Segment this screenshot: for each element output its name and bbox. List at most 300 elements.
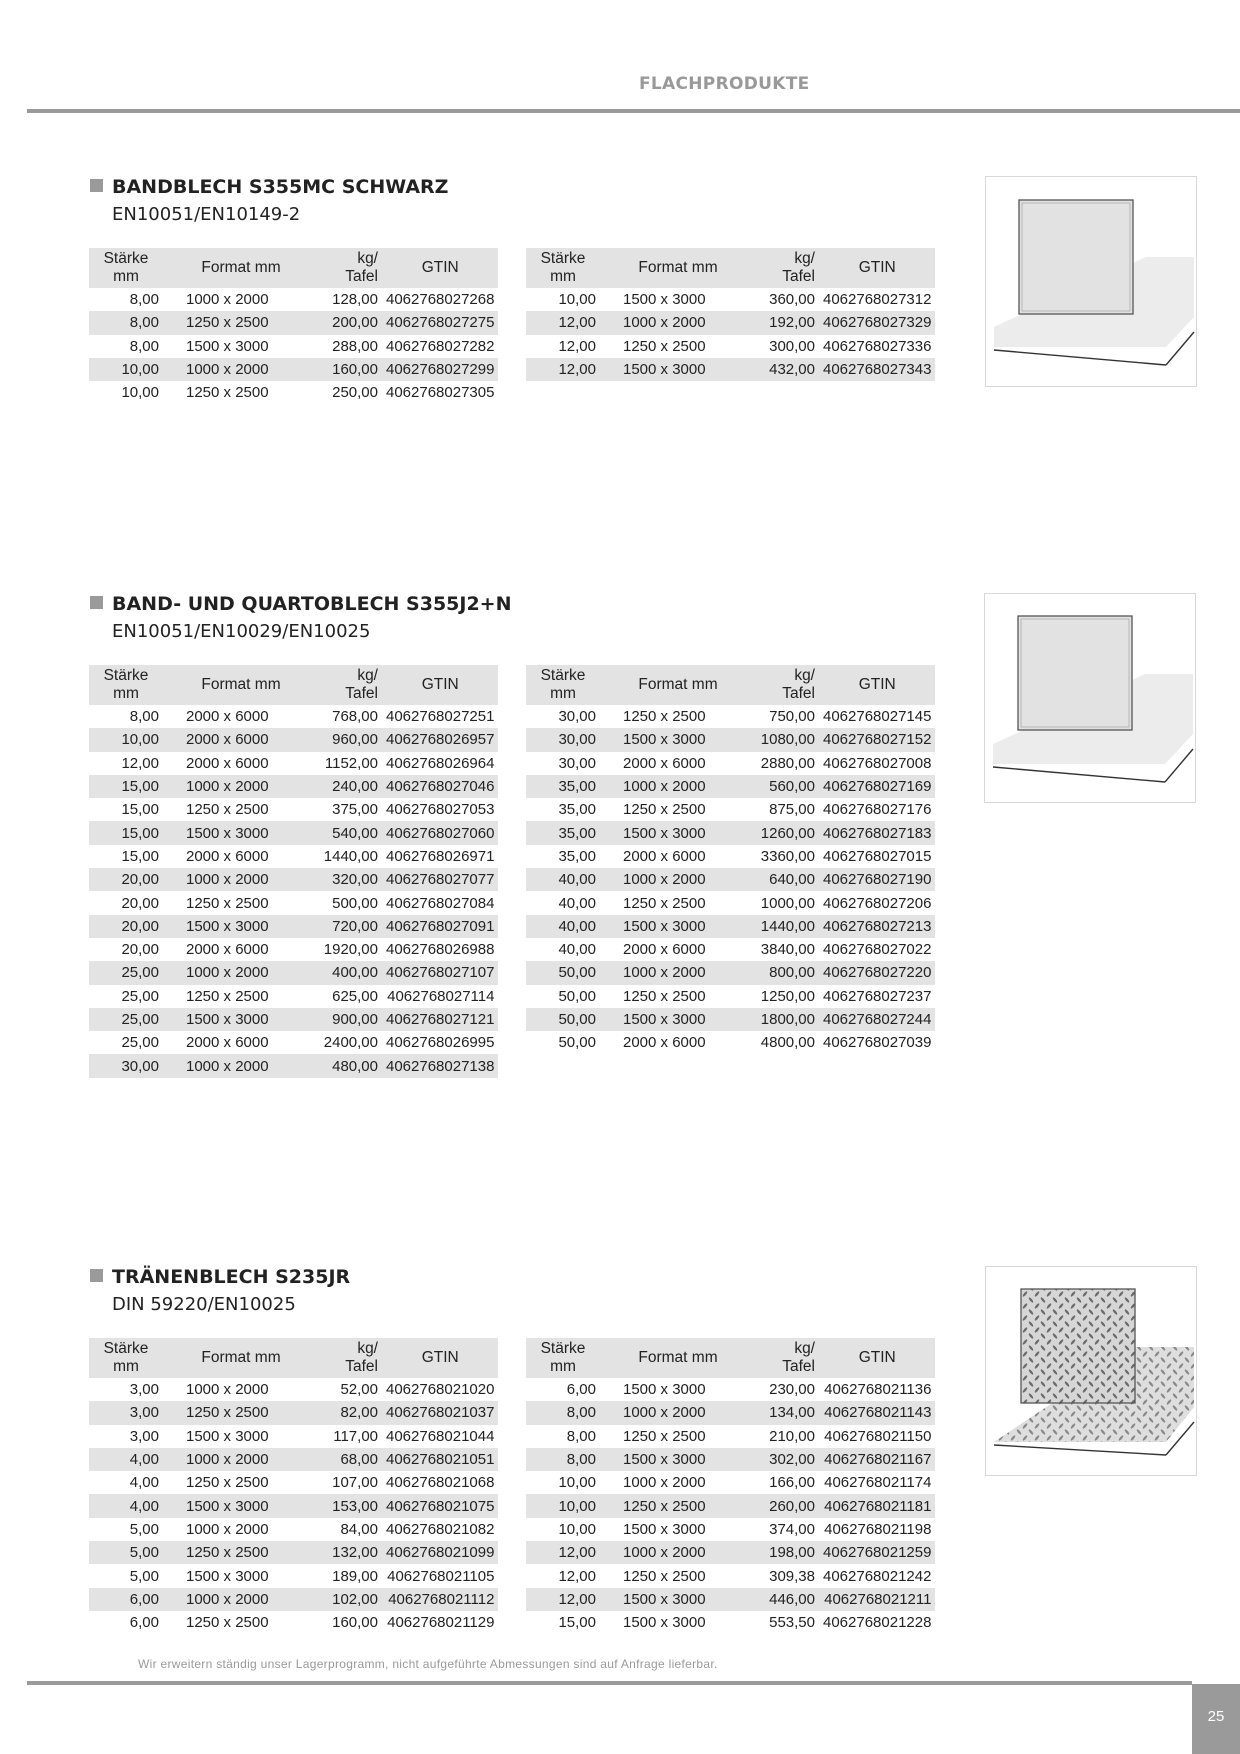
bullet-square-icon xyxy=(90,1269,103,1282)
cell-gtin: 4062768026988 xyxy=(386,941,495,959)
cell-staerke: 10,00 xyxy=(526,1494,608,1517)
cell-gtin: 4062768027039 xyxy=(823,1034,932,1052)
cell-gtin: 4062768021259 xyxy=(819,1541,935,1564)
cell-staerke: 10,00 xyxy=(89,728,171,751)
table-row xyxy=(89,358,498,381)
section-standard: EN10051/EN10149-2 xyxy=(112,204,301,225)
cell-gtin: 4062768021143 xyxy=(819,1401,935,1424)
cell-weight: 720,00 xyxy=(300,915,382,938)
cell-staerke: 12,00 xyxy=(558,337,596,355)
table-row xyxy=(89,1378,498,1401)
cell-staerke: 12,00 xyxy=(526,1588,608,1611)
cell-format: 1000 x 2000 xyxy=(171,358,300,381)
cell-weight: 117,00 xyxy=(333,1427,378,1445)
cell-staerke: 25,00 xyxy=(121,1034,159,1052)
table-row xyxy=(526,1008,935,1031)
table-header-row xyxy=(526,665,935,705)
table-row xyxy=(89,1425,498,1448)
column-header-staerke: Stärke mm xyxy=(89,665,171,705)
cell-format: 1250 x 2500 xyxy=(608,1494,737,1517)
cell-format: 2000 x 6000 xyxy=(186,1034,269,1052)
cell-format: 1000 x 2000 xyxy=(608,775,737,798)
section-title-text: BANDBLECH S355MC SCHWARZ xyxy=(112,176,449,198)
cell-weight: 200,00 xyxy=(300,311,382,334)
table-row xyxy=(526,1588,935,1611)
cell-gtin: 4062768027237 xyxy=(823,987,932,1005)
table-header-row xyxy=(526,248,935,288)
column-header-gtin: GTIN xyxy=(819,665,935,705)
product-table-left xyxy=(89,665,498,1078)
cell-weight: 875,00 xyxy=(769,801,815,819)
table-row xyxy=(526,868,935,891)
cell-format: 1000 x 2000 xyxy=(171,868,300,891)
cell-format: 1250 x 2500 xyxy=(623,894,706,912)
cell-staerke: 40,00 xyxy=(526,868,608,891)
cell-staerke: 50,00 xyxy=(526,961,608,984)
cell-gtin: 4062768027121 xyxy=(382,1008,498,1031)
cell-format: 2000 x 6000 xyxy=(623,754,706,772)
cell-staerke: 50,00 xyxy=(526,1008,608,1031)
cell-format: 1500 x 3000 xyxy=(608,728,737,751)
cell-gtin: 4062768027169 xyxy=(819,775,935,798)
table-row xyxy=(89,335,498,358)
cell-gtin: 4062768027107 xyxy=(382,961,498,984)
cell-gtin: 4062768021099 xyxy=(382,1541,498,1564)
cell-format: 1250 x 2500 xyxy=(186,801,269,819)
cell-gtin: 4062768027176 xyxy=(823,801,932,819)
column-header-staerke: Stärke mm xyxy=(89,1338,171,1378)
column-header-gtin: GTIN xyxy=(819,248,935,288)
cell-staerke: 8,00 xyxy=(129,708,159,726)
cell-staerke: 25,00 xyxy=(121,987,159,1005)
table-row xyxy=(89,1541,498,1564)
table-header-row xyxy=(526,1338,935,1378)
table-row xyxy=(89,915,498,938)
table-row xyxy=(526,775,935,798)
cell-staerke: 8,00 xyxy=(89,311,171,334)
product-table-right xyxy=(526,248,935,381)
footer-divider xyxy=(27,1681,1192,1685)
column-header-staerke: Stärke mm xyxy=(526,1338,608,1378)
table-row xyxy=(526,798,935,821)
cell-staerke: 25,00 xyxy=(89,1008,171,1031)
cell-staerke: 12,00 xyxy=(558,1567,596,1585)
cell-format: 1500 x 3000 xyxy=(623,291,706,309)
cell-format: 1500 x 3000 xyxy=(186,337,269,355)
cell-gtin: 4062768027022 xyxy=(823,941,932,959)
table-row xyxy=(526,1611,935,1634)
table-row xyxy=(526,1518,935,1541)
cell-weight: 625,00 xyxy=(332,987,378,1005)
cell-weight: 302,00 xyxy=(737,1448,819,1471)
cell-staerke: 50,00 xyxy=(558,1034,596,1052)
table-row xyxy=(526,358,935,381)
cell-format: 1250 x 2500 xyxy=(171,311,300,334)
cell-staerke: 6,00 xyxy=(129,1614,159,1632)
cell-staerke: 15,00 xyxy=(558,1614,596,1632)
table-row xyxy=(526,311,935,334)
cell-staerke: 35,00 xyxy=(558,847,596,865)
cell-format: 1250 x 2500 xyxy=(186,894,269,912)
table-row xyxy=(89,961,498,984)
column-header-kg: kg/ Tafel xyxy=(300,665,382,705)
cell-gtin: 4062768027046 xyxy=(382,775,498,798)
cell-staerke: 30,00 xyxy=(558,708,596,726)
cell-staerke: 15,00 xyxy=(89,775,171,798)
cell-weight: 1800,00 xyxy=(737,1008,819,1031)
column-header-format: Format mm xyxy=(608,248,737,288)
cell-gtin: 4062768021075 xyxy=(382,1494,498,1517)
cell-format: 1500 x 3000 xyxy=(171,1008,300,1031)
cell-staerke: 30,00 xyxy=(558,754,596,772)
cell-gtin: 4062768027152 xyxy=(819,728,935,751)
column-header-kg: kg/ Tafel xyxy=(300,248,382,288)
cell-weight: 1260,00 xyxy=(737,821,819,844)
product-table-left xyxy=(89,248,498,404)
table-row xyxy=(89,775,498,798)
checker-plate-illustration xyxy=(986,1267,1196,1475)
cell-gtin: 4062768027220 xyxy=(819,961,935,984)
cell-weight: 3360,00 xyxy=(760,847,815,865)
column-header-format: Format mm xyxy=(171,1338,300,1378)
cell-gtin: 4062768021112 xyxy=(382,1588,498,1611)
cell-weight: 250,00 xyxy=(332,384,378,402)
table-row xyxy=(89,1054,498,1077)
cell-gtin: 4062768021044 xyxy=(386,1427,495,1445)
cell-staerke: 5,00 xyxy=(129,1520,159,1538)
cell-staerke: 3,00 xyxy=(129,1381,159,1399)
cell-weight: 1152,00 xyxy=(324,754,378,772)
cell-staerke: 30,00 xyxy=(526,728,608,751)
column-header-gtin: GTIN xyxy=(819,1338,935,1378)
table-row xyxy=(526,1031,935,1054)
cell-format: 1250 x 2500 xyxy=(623,337,706,355)
column-header-format: Format mm xyxy=(171,248,300,288)
cell-gtin: 4062768021082 xyxy=(386,1520,495,1538)
cell-weight: 1440,00 xyxy=(323,847,378,865)
column-header-staerke: Stärke mm xyxy=(526,665,608,705)
cell-weight: 1920,00 xyxy=(323,941,378,959)
cell-weight: 432,00 xyxy=(737,358,819,381)
cell-weight: 320,00 xyxy=(300,868,382,891)
cell-format: 1500 x 3000 xyxy=(171,821,300,844)
section-title xyxy=(90,593,512,615)
column-header-kg: kg/ Tafel xyxy=(737,1338,819,1378)
cell-weight: 128,00 xyxy=(332,291,378,309)
cell-weight: 446,00 xyxy=(737,1588,819,1611)
cell-format: 1250 x 2500 xyxy=(623,708,706,726)
cell-gtin: 4062768021181 xyxy=(819,1494,935,1517)
cell-format: 1250 x 2500 xyxy=(186,987,269,1005)
cell-weight: 2880,00 xyxy=(760,754,815,772)
cell-weight: 374,00 xyxy=(769,1520,815,1538)
cell-gtin: 4062768027343 xyxy=(819,358,935,381)
table-row xyxy=(526,728,935,751)
cell-staerke: 4,00 xyxy=(89,1448,171,1471)
cell-format: 1000 x 2000 xyxy=(623,1474,706,1492)
cell-gtin: 4062768021105 xyxy=(387,1567,495,1585)
cell-weight: 102,00 xyxy=(300,1588,382,1611)
cell-staerke: 4,00 xyxy=(89,1494,171,1517)
cell-weight: 230,00 xyxy=(769,1381,815,1399)
cell-weight: 540,00 xyxy=(300,821,382,844)
table-row xyxy=(89,1401,498,1424)
cell-gtin: 4062768026995 xyxy=(386,1034,495,1052)
cell-weight: 240,00 xyxy=(300,775,382,798)
table-row xyxy=(89,1008,498,1031)
table-row xyxy=(89,1448,498,1471)
cell-weight: 210,00 xyxy=(769,1427,815,1445)
cell-staerke: 12,00 xyxy=(526,1541,608,1564)
cell-staerke: 20,00 xyxy=(89,868,171,891)
table-row xyxy=(526,288,935,311)
cell-format: 1000 x 2000 xyxy=(171,1588,300,1611)
cell-format: 1250 x 2500 xyxy=(171,1401,300,1424)
table-row xyxy=(89,868,498,891)
cell-weight: 960,00 xyxy=(300,728,382,751)
cell-format: 1000 x 2000 xyxy=(171,1448,300,1471)
cell-weight: 1440,00 xyxy=(737,915,819,938)
cell-gtin: 4062768027084 xyxy=(386,894,495,912)
product-table-right xyxy=(526,665,935,1054)
cell-format: 1000 x 2000 xyxy=(171,961,300,984)
cell-gtin: 4062768021228 xyxy=(823,1614,932,1632)
cell-gtin: 4062768021242 xyxy=(823,1567,932,1585)
table-row xyxy=(89,752,498,775)
bullet-square-icon xyxy=(90,596,103,609)
cell-format: 1250 x 2500 xyxy=(623,1567,706,1585)
table-row xyxy=(89,311,498,334)
product-image xyxy=(985,176,1197,387)
table-row xyxy=(89,705,498,728)
section-title-text: TRÄNENBLECH S235JR xyxy=(112,1266,351,1288)
cell-weight: 1000,00 xyxy=(760,894,815,912)
cell-weight: 189,00 xyxy=(332,1567,378,1585)
cell-gtin: 4062768021211 xyxy=(819,1588,935,1611)
cell-weight: 560,00 xyxy=(737,775,819,798)
column-header-format: Format mm xyxy=(608,1338,737,1378)
cell-staerke: 20,00 xyxy=(121,941,159,959)
table-row xyxy=(526,1425,935,1448)
cell-weight: 160,00 xyxy=(300,358,382,381)
table-row xyxy=(89,728,498,751)
cell-gtin: 4062768026971 xyxy=(386,847,495,865)
cell-gtin: 4062768027305 xyxy=(386,384,495,402)
cell-gtin: 4062768027206 xyxy=(823,894,932,912)
cell-format: 1000 x 2000 xyxy=(608,868,737,891)
cell-weight: 480,00 xyxy=(300,1054,382,1077)
cell-weight: 1080,00 xyxy=(737,728,819,751)
cell-weight: 375,00 xyxy=(332,801,378,819)
table-row xyxy=(526,1378,935,1401)
table-row xyxy=(526,938,935,961)
cell-staerke: 12,00 xyxy=(121,754,159,772)
cell-staerke: 4,00 xyxy=(129,1474,159,1492)
product-table-right xyxy=(526,1338,935,1634)
cell-gtin: 4062768026957 xyxy=(382,728,498,751)
cell-staerke: 8,00 xyxy=(566,1427,596,1445)
cell-gtin: 4062768027077 xyxy=(382,868,498,891)
cell-format: 1000 x 2000 xyxy=(608,311,737,334)
cell-staerke: 35,00 xyxy=(526,821,608,844)
plain-sheet-illustration xyxy=(986,177,1196,386)
cell-format: 1500 x 3000 xyxy=(608,358,737,381)
cell-format: 1000 x 2000 xyxy=(171,1054,300,1077)
table-row xyxy=(89,938,498,961)
table-row xyxy=(526,1448,935,1471)
cell-format: 1500 x 3000 xyxy=(608,915,737,938)
cell-gtin: 4062768021068 xyxy=(386,1474,495,1492)
cell-gtin: 4062768021167 xyxy=(819,1448,935,1471)
cell-format: 1000 x 2000 xyxy=(171,775,300,798)
cell-staerke: 20,00 xyxy=(89,915,171,938)
cell-weight: 500,00 xyxy=(332,894,378,912)
cell-format: 2000 x 6000 xyxy=(623,941,706,959)
table-row xyxy=(526,1541,935,1564)
cell-format: 1250 x 2500 xyxy=(186,384,269,402)
cell-gtin: 4062768027145 xyxy=(823,708,932,726)
column-header-kg: kg/ Tafel xyxy=(300,1338,382,1378)
cell-weight: 2400,00 xyxy=(323,1034,378,1052)
cell-staerke: 15,00 xyxy=(121,801,159,819)
cell-staerke: 15,00 xyxy=(89,821,171,844)
cell-format: 1000 x 2000 xyxy=(186,1520,269,1538)
column-header-format: Format mm xyxy=(171,665,300,705)
cell-format: 2000 x 6000 xyxy=(171,728,300,751)
table-row xyxy=(89,845,498,868)
cell-format: 1500 x 3000 xyxy=(608,1008,737,1031)
cell-format: 2000 x 6000 xyxy=(623,847,706,865)
cell-staerke: 10,00 xyxy=(558,1474,596,1492)
cell-gtin: 4062768027275 xyxy=(382,311,498,334)
cell-gtin: 4062768021136 xyxy=(824,1381,932,1399)
cell-weight: 800,00 xyxy=(737,961,819,984)
table-row xyxy=(526,705,935,728)
section-title-text: BAND- UND QUARTOBLECH S355J2+N xyxy=(112,593,512,615)
cell-weight: 400,00 xyxy=(300,961,382,984)
table-row xyxy=(89,821,498,844)
cell-gtin: 4062768027268 xyxy=(386,291,495,309)
cell-staerke: 3,00 xyxy=(129,1427,159,1445)
table-row xyxy=(89,381,498,404)
cell-gtin: 4062768027015 xyxy=(823,847,932,865)
product-image xyxy=(984,593,1196,803)
cell-staerke: 10,00 xyxy=(121,384,159,402)
cell-gtin: 4062768027244 xyxy=(819,1008,935,1031)
cell-staerke: 40,00 xyxy=(526,915,608,938)
cell-staerke: 15,00 xyxy=(121,847,159,865)
cell-weight: 360,00 xyxy=(769,291,815,309)
cell-gtin: 4062768021129 xyxy=(387,1614,495,1632)
cell-gtin: 4062768026964 xyxy=(386,754,495,772)
cell-weight: 68,00 xyxy=(300,1448,382,1471)
column-header-staerke: Stärke mm xyxy=(89,248,171,288)
cell-gtin: 4062768021051 xyxy=(382,1448,498,1471)
cell-format: 1000 x 2000 xyxy=(608,961,737,984)
cell-format: 1500 x 3000 xyxy=(171,915,300,938)
cell-gtin: 4062768027183 xyxy=(819,821,935,844)
table-row xyxy=(89,985,498,1008)
column-header-kg: kg/ Tafel xyxy=(737,248,819,288)
cell-weight: 132,00 xyxy=(300,1541,382,1564)
cell-staerke: 35,00 xyxy=(558,801,596,819)
table-row xyxy=(526,1471,935,1494)
table-row xyxy=(526,915,935,938)
section-title xyxy=(90,1266,350,1288)
cell-format: 1500 x 3000 xyxy=(171,1494,300,1517)
product-image xyxy=(985,1266,1197,1476)
table-row xyxy=(89,891,498,914)
table-header-row xyxy=(89,248,498,288)
section-title xyxy=(90,176,448,198)
column-header-gtin: GTIN xyxy=(382,665,498,705)
cell-staerke: 5,00 xyxy=(129,1567,159,1585)
cell-staerke: 40,00 xyxy=(558,894,596,912)
cell-weight: 260,00 xyxy=(737,1494,819,1517)
cell-weight: 166,00 xyxy=(769,1474,815,1492)
cell-format: 1250 x 2500 xyxy=(186,1474,269,1492)
cell-staerke: 8,00 xyxy=(526,1401,608,1424)
table-row xyxy=(89,1031,498,1054)
cell-weight: 153,00 xyxy=(300,1494,382,1517)
cell-format: 1500 x 3000 xyxy=(623,1614,706,1632)
table-header-row xyxy=(89,665,498,705)
cell-format: 1500 x 3000 xyxy=(608,1588,737,1611)
cell-staerke: 6,00 xyxy=(566,1381,596,1399)
table-row xyxy=(89,1471,498,1494)
cell-gtin: 4062768027299 xyxy=(382,358,498,381)
table-row xyxy=(89,1518,498,1541)
cell-format: 1250 x 2500 xyxy=(186,1614,269,1632)
cell-staerke: 3,00 xyxy=(89,1401,171,1424)
column-header-kg: kg/ Tafel xyxy=(737,665,819,705)
product-table-left xyxy=(89,1338,498,1634)
cell-format: 1500 x 3000 xyxy=(623,1520,706,1538)
cell-format: 1000 x 2000 xyxy=(608,1541,737,1564)
cell-staerke: 8,00 xyxy=(129,291,159,309)
table-row xyxy=(526,891,935,914)
cell-format: 1250 x 2500 xyxy=(623,987,706,1005)
cell-weight: 82,00 xyxy=(300,1401,382,1424)
cell-staerke: 8,00 xyxy=(526,1448,608,1471)
cell-staerke: 12,00 xyxy=(526,358,608,381)
cell-weight: 300,00 xyxy=(769,337,815,355)
cell-gtin: 4062768027060 xyxy=(382,821,498,844)
cell-format: 2000 x 6000 xyxy=(186,941,269,959)
cell-format: 1500 x 3000 xyxy=(186,1427,269,1445)
cell-weight: 198,00 xyxy=(737,1541,819,1564)
footer-note: Wir erweitern ständig unser Lagerprogramm, nicht aufgeführte Abmessungen sind auf Anfrage lieferbar. xyxy=(138,1657,718,1671)
cell-staerke: 20,00 xyxy=(121,894,159,912)
plain-sheet-illustration xyxy=(985,594,1195,802)
cell-gtin: 4062768027251 xyxy=(386,708,495,726)
bullet-square-icon xyxy=(90,179,103,192)
cell-gtin: 4062768027336 xyxy=(823,337,932,355)
cell-weight: 160,00 xyxy=(332,1614,378,1632)
cell-weight: 900,00 xyxy=(300,1008,382,1031)
table-row xyxy=(526,821,935,844)
cell-gtin: 4062768027138 xyxy=(382,1054,498,1077)
cell-weight: 750,00 xyxy=(769,708,815,726)
cell-weight: 4800,00 xyxy=(760,1034,815,1052)
table-row xyxy=(89,1611,498,1634)
cell-staerke: 5,00 xyxy=(89,1541,171,1564)
cell-gtin: 4062768021150 xyxy=(824,1427,932,1445)
cell-gtin: 4062768027282 xyxy=(386,337,495,355)
cell-weight: 134,00 xyxy=(737,1401,819,1424)
cell-weight: 192,00 xyxy=(737,311,819,334)
column-header-gtin: GTIN xyxy=(382,248,498,288)
